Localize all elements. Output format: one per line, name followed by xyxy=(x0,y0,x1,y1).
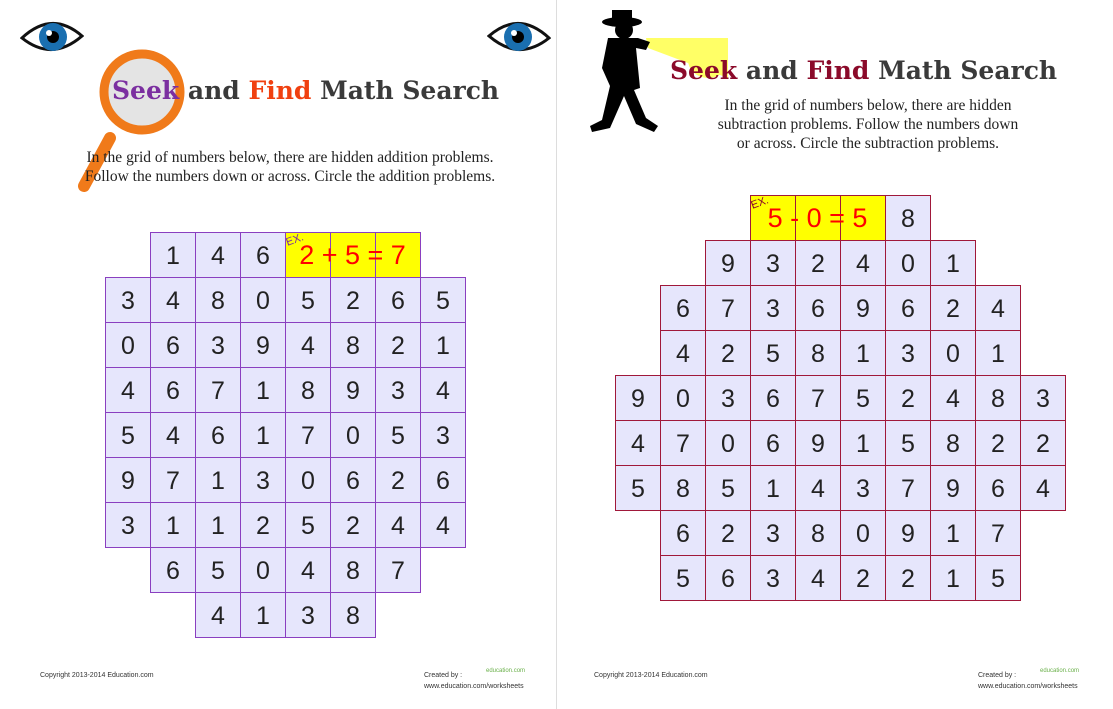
grid-cell[interactable]: 7 xyxy=(795,375,841,421)
grid-cell[interactable]: 4 xyxy=(795,465,841,511)
grid-cell[interactable]: 4 xyxy=(285,547,331,593)
grid-cell[interactable]: 2 xyxy=(330,277,376,323)
worksheets-url[interactable]: www.education.com/worksheets xyxy=(978,683,1078,690)
grid-cell[interactable]: 6 xyxy=(660,510,706,556)
grid-cell[interactable]: 4 xyxy=(795,555,841,601)
eye-icon xyxy=(487,14,551,58)
page-title: Seek and Find Math Search xyxy=(112,76,500,105)
grid-cell[interactable]: 0 xyxy=(930,330,976,376)
grid-cell[interactable]: 1 xyxy=(840,420,886,466)
grid-cell[interactable]: 7 xyxy=(660,420,706,466)
grid-cell[interactable]: 5 xyxy=(195,547,241,593)
grid-cell[interactable]: 6 xyxy=(240,232,286,278)
grid-cell[interactable]: 1 xyxy=(930,555,976,601)
worksheet-subtraction xyxy=(558,0,1113,709)
grid-cell[interactable]: 1 xyxy=(240,592,286,638)
created-by: Created by : xyxy=(424,672,463,679)
grid-cell[interactable]: 3 xyxy=(420,412,466,458)
grid-cell[interactable]: 6 xyxy=(375,277,421,323)
grid-cell[interactable]: 2 xyxy=(705,330,751,376)
grid-cell[interactable]: 4 xyxy=(420,367,466,413)
grid-cell[interactable]: 4 xyxy=(375,502,421,548)
grid-cell[interactable]: 5 xyxy=(705,465,751,511)
grid-cell[interactable]: 3 xyxy=(105,277,151,323)
grid-cell[interactable]: 7 xyxy=(885,465,931,511)
grid-cell[interactable]: 4 xyxy=(615,420,661,466)
grid-cell[interactable]: 4 xyxy=(150,412,196,458)
grid-cell[interactable]: 3 xyxy=(375,367,421,413)
grid-cell[interactable]: 5 xyxy=(105,412,151,458)
grid-cell[interactable]: 2 xyxy=(930,285,976,331)
grid-cell[interactable]: 5 xyxy=(285,277,331,323)
grid-cell[interactable]: 2 xyxy=(375,457,421,503)
grid-cell[interactable]: 2 xyxy=(375,322,421,368)
grid-cell[interactable]: 3 xyxy=(885,330,931,376)
grid-cell[interactable]: 3 xyxy=(195,322,241,368)
grid-cell[interactable]: 6 xyxy=(885,285,931,331)
grid-cell[interactable]: 0 xyxy=(885,240,931,286)
instructions: In the grid of numbers below, there are hidden addition problems. Follow the numbers down or across. Circle the addition problems. xyxy=(84,149,496,185)
grid-cell[interactable]: 4 xyxy=(975,285,1021,331)
grid-cell[interactable]: 4 xyxy=(420,502,466,548)
grid-cell[interactable]: 3 xyxy=(750,285,796,331)
grid-cell[interactable]: 7 xyxy=(975,510,1021,556)
grid-cell[interactable]: 4 xyxy=(285,322,331,368)
grid-cell[interactable]: 5 xyxy=(750,330,796,376)
page-divider xyxy=(556,0,557,709)
grid-cell[interactable]: 4 xyxy=(660,330,706,376)
grid-cell[interactable]: 2 xyxy=(240,502,286,548)
grid-cell[interactable]: 5 xyxy=(375,412,421,458)
grid-cell[interactable]: 2 xyxy=(885,375,931,421)
grid-cell[interactable]: 4 xyxy=(105,367,151,413)
grid-cell[interactable]: 1 xyxy=(240,367,286,413)
grid-cell[interactable]: 1 xyxy=(150,502,196,548)
grid-cell[interactable]: 7 xyxy=(150,457,196,503)
grid-cell[interactable]: 6 xyxy=(750,375,796,421)
grid-cell[interactable]: 1 xyxy=(420,322,466,368)
grid-cell[interactable]: 3 xyxy=(1020,375,1066,421)
grid-cell[interactable]: 9 xyxy=(930,465,976,511)
worksheets-url[interactable]: www.education.com/worksheets xyxy=(424,683,524,690)
grid-cell[interactable]: 1 xyxy=(750,465,796,511)
education-logo: education.com xyxy=(1040,668,1080,674)
grid-cell[interactable]: 7 xyxy=(195,367,241,413)
worksheet-addition xyxy=(0,0,556,709)
grid-cell[interactable]: 8 xyxy=(795,330,841,376)
grid-cell[interactable]: 9 xyxy=(240,322,286,368)
grid-cell[interactable]: 8 xyxy=(330,547,376,593)
grid-cell[interactable]: 7 xyxy=(285,412,331,458)
grid-cell[interactable]: 9 xyxy=(105,457,151,503)
created-by: Created by : xyxy=(978,672,1017,679)
example-equation: 5 - 0 = 5 xyxy=(767,203,868,233)
grid-cell[interactable]: 0 xyxy=(105,322,151,368)
copyright: Copyright 2013-2014 Education.com xyxy=(594,672,708,679)
grid-cell[interactable]: 4 xyxy=(195,232,241,278)
grid-cell[interactable]: 8 xyxy=(930,420,976,466)
grid-cell[interactable]: 3 xyxy=(750,510,796,556)
grid-cell[interactable]: 1 xyxy=(240,412,286,458)
grid-cell[interactable]: 5 xyxy=(885,420,931,466)
grid-cell[interactable]: 2 xyxy=(795,240,841,286)
grid-cell[interactable]: 6 xyxy=(330,457,376,503)
grid-cell[interactable]: 6 xyxy=(150,547,196,593)
grid-cell[interactable]: 0 xyxy=(285,457,331,503)
grid-cell[interactable]: 4 xyxy=(840,240,886,286)
grid-cell[interactable]: 1 xyxy=(930,240,976,286)
grid-cell[interactable]: 8 xyxy=(885,195,931,241)
grid-cell[interactable]: 3 xyxy=(705,375,751,421)
grid-cell[interactable]: 1 xyxy=(195,457,241,503)
grid-cell[interactable]: 1 xyxy=(840,330,886,376)
grid-cell[interactable]: 8 xyxy=(795,510,841,556)
grid-cell[interactable]: 9 xyxy=(615,375,661,421)
grid-cell[interactable]: 0 xyxy=(840,510,886,556)
grid-cell[interactable]: 2 xyxy=(975,420,1021,466)
grid-cell[interactable]: 6 xyxy=(975,465,1021,511)
grid-cell[interactable]: 8 xyxy=(975,375,1021,421)
grid-cell[interactable]: 9 xyxy=(705,240,751,286)
grid-cell[interactable]: 1 xyxy=(195,502,241,548)
education-logo: education.com xyxy=(486,668,526,674)
grid-cell[interactable]: 7 xyxy=(375,547,421,593)
grid-cell[interactable]: 6 xyxy=(150,322,196,368)
page-title: Seek and Find Math Search xyxy=(670,56,1058,85)
grid-cell[interactable]: 2 xyxy=(885,555,931,601)
grid-cell[interactable]: 6 xyxy=(750,420,796,466)
grid-cell[interactable]: 4 xyxy=(195,592,241,638)
grid-cell[interactable]: 0 xyxy=(705,420,751,466)
grid-cell[interactable]: 8 xyxy=(660,465,706,511)
grid-cell[interactable]: 5 xyxy=(660,555,706,601)
example-equation: 2 + 5 = 7 xyxy=(299,240,406,270)
grid-cell[interactable]: 0 xyxy=(240,547,286,593)
grid-cell[interactable]: 2 xyxy=(705,510,751,556)
grid-cell[interactable]: 9 xyxy=(330,367,376,413)
grid-cell[interactable]: 3 xyxy=(840,465,886,511)
grid-cell[interactable]: 0 xyxy=(240,277,286,323)
grid-cell[interactable]: 3 xyxy=(285,592,331,638)
grid-cell[interactable]: 1 xyxy=(150,232,196,278)
grid-cell[interactable]: 4 xyxy=(150,277,196,323)
grid-cell[interactable]: 3 xyxy=(750,555,796,601)
grid-cell[interactable]: 4 xyxy=(930,375,976,421)
grid-cell[interactable]: 6 xyxy=(150,367,196,413)
grid-cell[interactable]: 6 xyxy=(660,285,706,331)
grid-cell[interactable]: 1 xyxy=(930,510,976,556)
grid-cell[interactable]: 2 xyxy=(330,502,376,548)
copyright: Copyright 2013-2014 Education.com xyxy=(40,672,154,679)
grid-cell[interactable]: 8 xyxy=(330,592,376,638)
grid-cell[interactable]: 6 xyxy=(420,457,466,503)
grid-cell[interactable]: 3 xyxy=(240,457,286,503)
grid-cell[interactable]: 7 xyxy=(705,285,751,331)
grid-cell[interactable]: 0 xyxy=(330,412,376,458)
instructions: In the grid of numbers below, there are hidden subtraction problems. Follow the numbers down or across. Circle the subtraction problems. xyxy=(717,97,1019,152)
grid-cell[interactable]: 5 xyxy=(285,502,331,548)
grid-cell[interactable]: 6 xyxy=(705,555,751,601)
grid-cell[interactable]: 6 xyxy=(795,285,841,331)
example-label: EX. xyxy=(749,194,771,212)
grid-cell[interactable]: 8 xyxy=(195,277,241,323)
grid-cell[interactable]: 9 xyxy=(885,510,931,556)
grid-cell[interactable]: 3 xyxy=(105,502,151,548)
grid-cell[interactable]: 0 xyxy=(660,375,706,421)
example-label: EX. xyxy=(284,231,306,249)
grid-cell[interactable]: 2 xyxy=(840,555,886,601)
grid-cell[interactable]: 5 xyxy=(615,465,661,511)
grid-cell[interactable]: 9 xyxy=(795,420,841,466)
grid-cell[interactable]: 4 xyxy=(1020,465,1066,511)
grid-cell[interactable]: 9 xyxy=(840,285,886,331)
grid-cell[interactable]: 5 xyxy=(975,555,1021,601)
grid-cell[interactable]: 3 xyxy=(750,240,796,286)
grid-cell[interactable]: 8 xyxy=(330,322,376,368)
grid-cell[interactable]: 1 xyxy=(975,330,1021,376)
grid-cell[interactable]: 5 xyxy=(840,375,886,421)
grid-cell[interactable]: 5 xyxy=(420,277,466,323)
grid-cell[interactable]: 2 xyxy=(1020,420,1066,466)
grid-cell[interactable]: 8 xyxy=(285,367,331,413)
grid-cell[interactable]: 6 xyxy=(195,412,241,458)
